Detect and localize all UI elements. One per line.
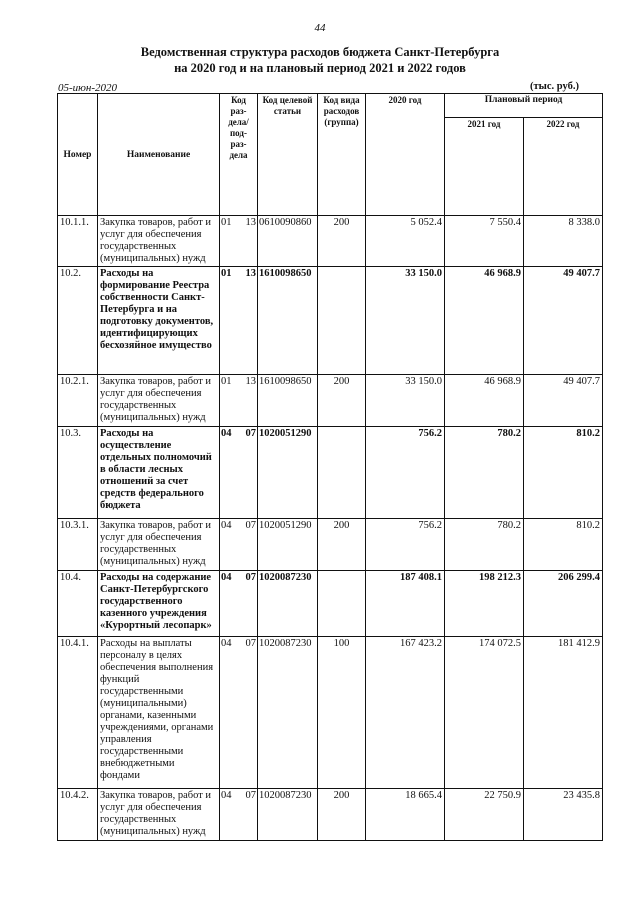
- row-expense-type: [318, 571, 366, 637]
- row-amount-2020: 18 665.4: [366, 789, 445, 841]
- document-title: [0, 44, 640, 76]
- row-section-code: [220, 519, 258, 571]
- header-2022: 2022 год: [524, 118, 603, 216]
- row-number: 10.1.1.: [58, 216, 98, 267]
- section-code: 04: [221, 638, 232, 649]
- row-amount-2021: 7 550.4: [445, 216, 524, 267]
- row-amount-2021: 46 968.9: [445, 267, 524, 375]
- row-expense-type: 200: [318, 519, 366, 571]
- row-expense-type: 100: [318, 637, 366, 789]
- row-number: 10.4.1.: [58, 637, 98, 789]
- section-code: 01: [221, 268, 232, 279]
- row-amount-2022: 206 299.4: [524, 571, 603, 637]
- row-name: Расходы на содержание Санкт-Петербургского государственного казенного учреждения «Курортный лесопарк»: [98, 571, 220, 637]
- row-number: 10.3.: [58, 427, 98, 519]
- row-section-code: [220, 267, 258, 375]
- subsection-code: 07: [245, 428, 256, 439]
- header-number: Номер: [58, 94, 98, 216]
- row-section-code: [220, 571, 258, 637]
- table-row: [58, 267, 603, 375]
- subsection-code: 13: [245, 268, 256, 279]
- row-target-code: 1020087230: [258, 637, 318, 789]
- row-expense-type: 200: [318, 789, 366, 841]
- header-2021: 2021 год: [445, 118, 524, 216]
- title-line-2: на 2020 год и на плановый период 2021 и 2022 годов: [174, 61, 466, 75]
- row-amount-2022: 49 407.7: [524, 267, 603, 375]
- row-name: Расходы на осуществление отдельных полномочий в области лесных отношений за счет средств федерального бюджета: [98, 427, 220, 519]
- row-number: 10.3.1.: [58, 519, 98, 571]
- row-amount-2020: 756.2: [366, 427, 445, 519]
- header-section: Код раз- дела/ под- раз- дела: [220, 94, 258, 216]
- row-amount-2021: 198 212.3: [445, 571, 524, 637]
- row-amount-2020: 187 408.1: [366, 571, 445, 637]
- row-amount-2021: 174 072.5: [445, 637, 524, 789]
- row-section-code: [220, 216, 258, 267]
- section-code: 01: [221, 217, 232, 228]
- units-label: (тыс. руб.): [530, 81, 579, 92]
- table-row: [58, 789, 603, 841]
- row-number: 10.4.2.: [58, 789, 98, 841]
- row-section-code: [220, 427, 258, 519]
- row-expense-type: 200: [318, 216, 366, 267]
- page-number: 44: [314, 22, 326, 34]
- row-target-code: 1020051290: [258, 519, 318, 571]
- row-amount-2020: 33 150.0: [366, 267, 445, 375]
- row-amount-2022: 8 338.0: [524, 216, 603, 267]
- row-amount-2020: 5 052.4: [366, 216, 445, 267]
- table-row: [58, 427, 603, 519]
- header-2020: 2020 год: [366, 94, 445, 216]
- header-expense-type: Код вида расходов (группа): [318, 94, 366, 216]
- row-amount-2020: 756.2: [366, 519, 445, 571]
- document-date: 05-июн-2020: [58, 82, 118, 94]
- subsection-code: 13: [245, 217, 256, 228]
- row-expense-type: [318, 427, 366, 519]
- row-name: Расходы на формирование Реестра собственности Санкт-Петербурга и на подготовку документов, идентифицирующих бесхозяйное имущество: [98, 267, 220, 375]
- row-amount-2020: 167 423.2: [366, 637, 445, 789]
- row-expense-type: 200: [318, 375, 366, 427]
- row-number: 10.2.1.: [58, 375, 98, 427]
- subsection-code: 07: [245, 520, 256, 531]
- row-amount-2022: 810.2: [524, 519, 603, 571]
- row-amount-2021: 22 750.9: [445, 789, 524, 841]
- row-name: Расходы на выплаты персоналу в целях обеспечения выполнения функций государственными (муниципальными) органами, казенными учреждениями, органами управления государственными внебюджетными фондами: [98, 637, 220, 789]
- subsection-code: 07: [245, 790, 256, 801]
- row-expense-type: [318, 267, 366, 375]
- section-code: 04: [221, 790, 232, 801]
- row-amount-2021: 780.2: [445, 427, 524, 519]
- row-amount-2022: 181 412.9: [524, 637, 603, 789]
- row-amount-2022: 49 407.7: [524, 375, 603, 427]
- row-target-code: 1020087230: [258, 789, 318, 841]
- row-target-code: 1610098650: [258, 267, 318, 375]
- table-row: [58, 637, 603, 789]
- row-section-code: [220, 789, 258, 841]
- subsection-code: 07: [245, 572, 256, 583]
- header-planned-period: Плановый период: [445, 94, 603, 118]
- subsection-code: 13: [245, 376, 256, 387]
- row-amount-2021: 46 968.9: [445, 375, 524, 427]
- row-name: Закупка товаров, работ и услуг для обеспечения государственных (муниципальных) нужд: [98, 519, 220, 571]
- row-target-code: 0610090860: [258, 216, 318, 267]
- row-name: Закупка товаров, работ и услуг для обеспечения государственных (муниципальных) нужд: [98, 789, 220, 841]
- row-amount-2022: 23 435.8: [524, 789, 603, 841]
- budget-table: [57, 93, 603, 841]
- title-line-1: Ведомственная структура расходов бюджета Санкт-Петербурга: [140, 45, 500, 59]
- row-target-code: 1020087230: [258, 571, 318, 637]
- table-row: [58, 571, 603, 637]
- header-name: Наименование: [98, 94, 220, 216]
- subsection-code: 07: [245, 638, 256, 649]
- row-amount-2022: 810.2: [524, 427, 603, 519]
- row-section-code: [220, 637, 258, 789]
- row-section-code: [220, 375, 258, 427]
- header-target: Код целевой статьи: [258, 94, 318, 216]
- row-number: 10.4.: [58, 571, 98, 637]
- row-number: 10.2.: [58, 267, 98, 375]
- row-target-code: 1610098650: [258, 375, 318, 427]
- row-amount-2020: 33 150.0: [366, 375, 445, 427]
- section-code: 04: [221, 520, 232, 531]
- section-code: 04: [221, 572, 232, 583]
- row-name: Закупка товаров, работ и услуг для обеспечения государственных (муниципальных) нужд: [98, 375, 220, 427]
- section-code: 04: [221, 428, 232, 439]
- table-row: [58, 519, 603, 571]
- table-row: [58, 216, 603, 267]
- table-row: [58, 375, 603, 427]
- row-name: Закупка товаров, работ и услуг для обеспечения государственных (муниципальных) нужд: [98, 216, 220, 267]
- section-code: 01: [221, 376, 232, 387]
- row-amount-2021: 780.2: [445, 519, 524, 571]
- row-target-code: 1020051290: [258, 427, 318, 519]
